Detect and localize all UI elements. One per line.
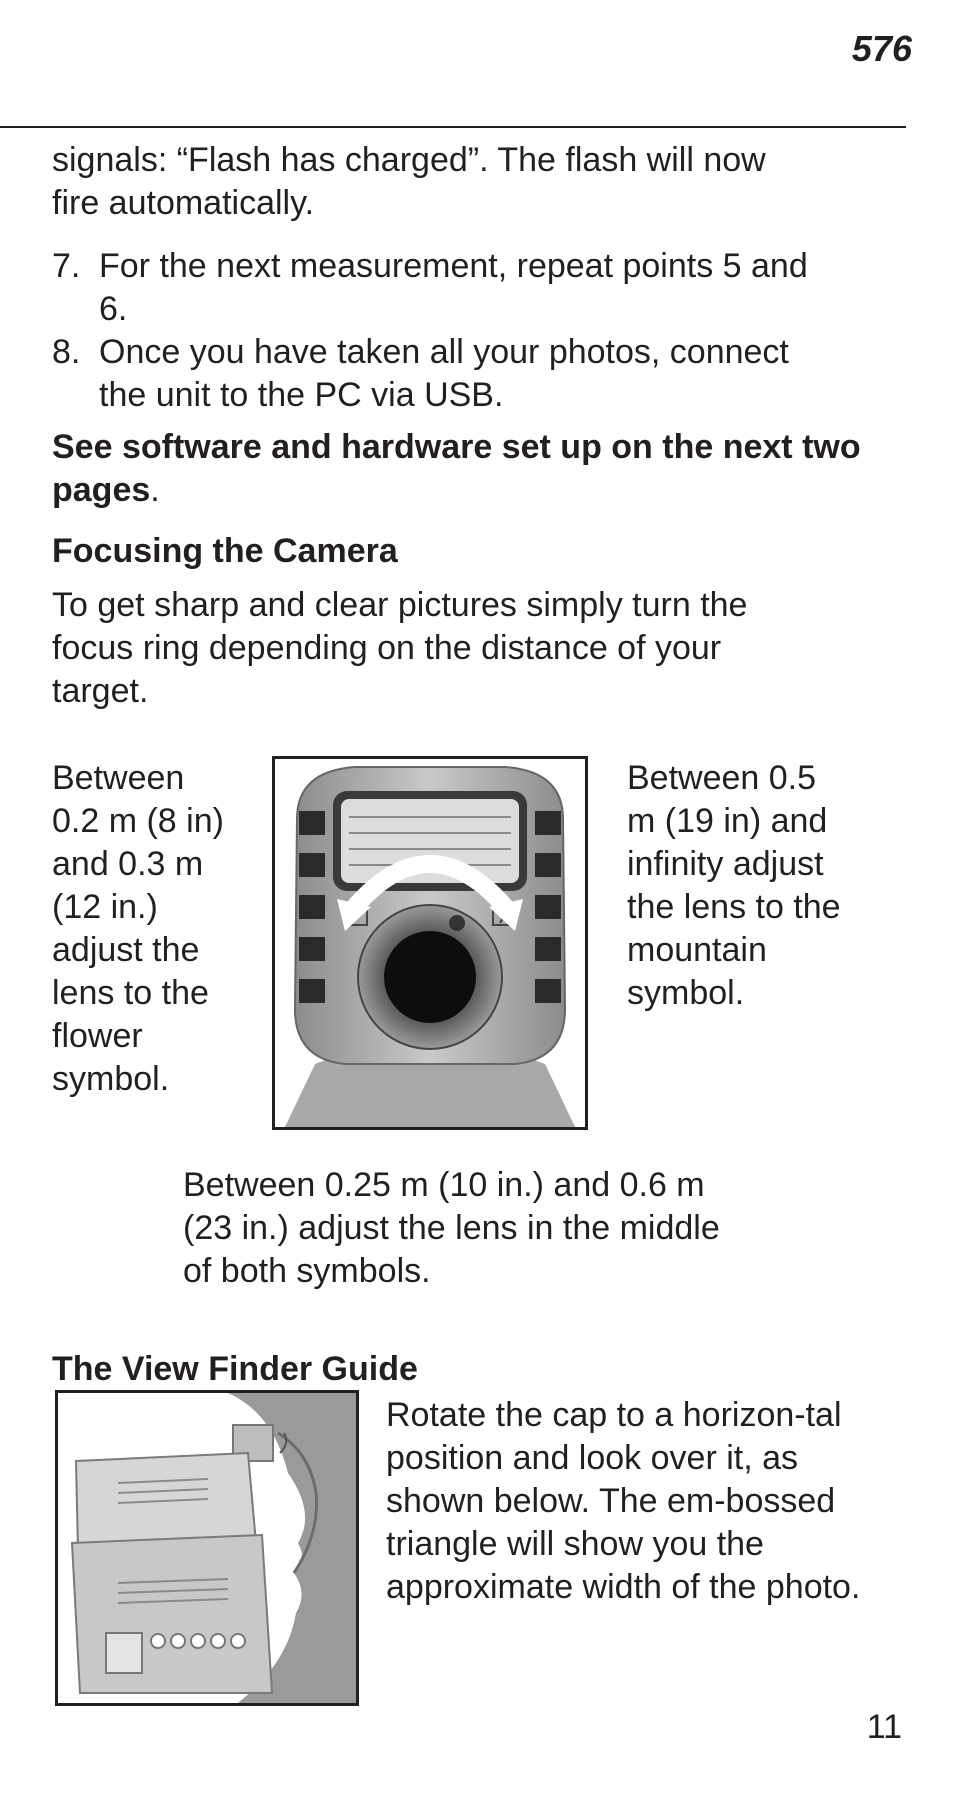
model-number: 576	[851, 28, 912, 69]
steps-list	[52, 245, 812, 417]
view-finder-heading: The View Finder Guide	[52, 1350, 418, 1388]
software-note	[52, 426, 872, 512]
flower-caption: Between 0.2 m (8 in) and 0.3 m (12 in.) adjust the lens to the flower symbol.	[52, 759, 224, 1098]
step-text: Once you have taken all your photos, connect the unit to the PC via USB.	[99, 333, 789, 414]
intro-paragraph: signals: “Flash has charged”. The flash will now fire automatically.	[52, 141, 766, 222]
step-number: 7.	[52, 247, 81, 285]
middle-caption: Between 0.25 m (10 in.) and 0.6 m (23 in.) adjust the lens in the middle of both symbols.	[183, 1166, 720, 1290]
step-number: 8.	[52, 333, 81, 371]
focusing-heading: Focusing the Camera	[52, 532, 398, 570]
list-item	[52, 245, 812, 331]
view-finder-paragraph: Rotate the cap to a horizon-tal position and look over it, as shown below. The em-bossed triangle will show you the approximate width of the photo.	[386, 1396, 861, 1606]
page-number: 11	[866, 1708, 902, 1746]
list-item	[52, 331, 812, 417]
software-note-bold: See software and hardware set up on the next two pages	[52, 428, 861, 509]
camera-lens-image	[272, 756, 588, 1130]
mountain-caption: Between 0.5 m (19 in) and infinity adjust the lens to the mountain symbol.	[627, 759, 841, 1012]
software-note-tail: .	[150, 471, 160, 509]
header-divider	[0, 126, 906, 128]
view-finder-image	[55, 1390, 359, 1706]
focusing-paragraph: To get sharp and clear pictures simply turn the focus ring depending on the distance of your target.	[52, 586, 748, 710]
step-text: For the next measurement, repeat points 5 and 6.	[99, 247, 808, 328]
